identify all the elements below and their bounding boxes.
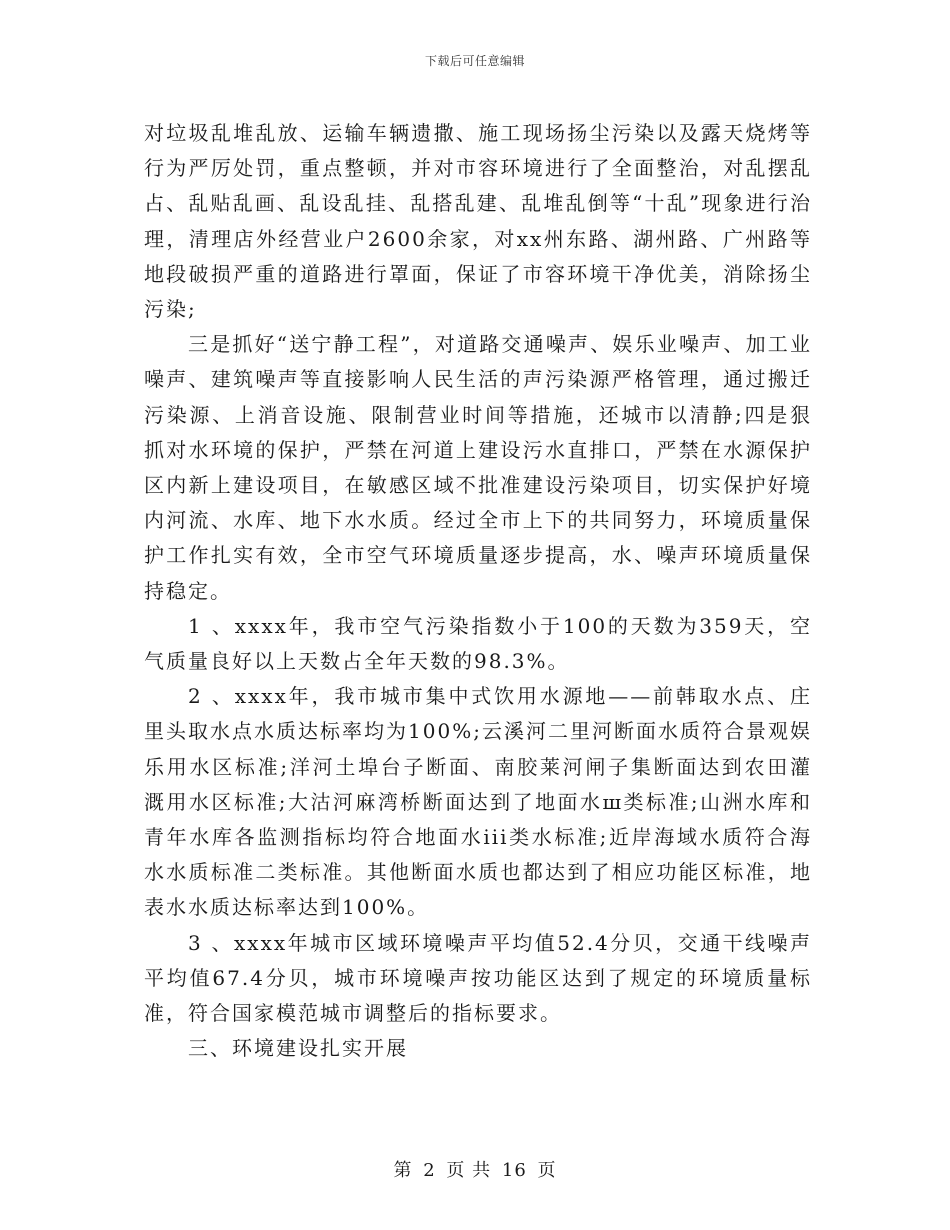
paragraph-air-quality: 1 、xxxx年，我市空气污染指数小于100的天数为359天，空气质量良好以上天数占全年天数的98.3%。 (144, 613, 812, 674)
paragraph-item-three-four: 三是抓好“送宁静工程”，对道路交通噪声、娱乐业噪声、加工业噪声、建筑噪声等直接影响人民生活的声污染源严格管理，通过搬迁污染源、上消音设施、限制营业时间等措施，还城市以清静;四是狠抓对水环境的保护，严禁在河道上建设污水直排口，严禁在水源保护区内新上建设项目，在敏感区域不批准建设污染项目，切实保护好境内河流、水库、地下水水质。经过全市上下的共同努力，环境质量保护工作扎实有效，全市空气环境质量逐步提高，水、噪声环境质量保持稳定。 (144, 332, 812, 603)
current-page-number: 2 (423, 1160, 436, 1181)
page-footer (0, 1156, 950, 1182)
document-body (144, 116, 812, 1066)
footer-prefix: 第 (393, 1160, 413, 1181)
footer-suffix: 页 (537, 1160, 557, 1181)
footer-middle: 页 共 (446, 1160, 492, 1181)
paragraph-continuation: 对垃圾乱堆乱放、运输车辆遗撒、施工现场扬尘污染以及露天烧烤等行为严厉处罚，重点整顿，并对市容环境进行了全面整治，对乱摆乱占、乱贴乱画、乱设乱挂、乱搭乱建、乱堆乱倒等“十乱”现象进行治理，清理店外经营业户2600余家，对xx州东路、湖州路、广州路等地段破损严重的道路进行罩面，保证了市容环境干净优美，消除扬尘污染; (144, 121, 812, 322)
paragraph-water-quality: 2 、xxxx年，我市城市集中式饮用水源地——前韩取水点、庄里头取水点水质达标率均为100%;云溪河二里河断面水质符合景观娱乐用水区标准;洋河土埠台子断面、南胶莱河闸子集断面达到农田灌溉用水区标准;大沽河麻湾桥断面达到了地面水ш类标准;山洲水库和青年水库各监测指标均符合地面水iii类水标准;近岸海域水质符合海水水质标准二类标准。其他断面水质也都达到了相应功能区标准，地表水水质达标率达到100%。 (144, 684, 812, 920)
page-header: 下载后可任意编辑 (424, 54, 525, 68)
paragraph-noise-level: 3 、xxxx年城市区域环境噪声平均值52.4分贝，交通干线噪声平均值67.4分贝，城市环境噪声按功能区达到了规定的环境质量标准，符合国家模范城市调整后的指标要求。 (144, 930, 812, 1026)
total-page-count: 16 (501, 1160, 527, 1181)
section-heading: 三、环境建设扎实开展 (188, 1036, 408, 1061)
